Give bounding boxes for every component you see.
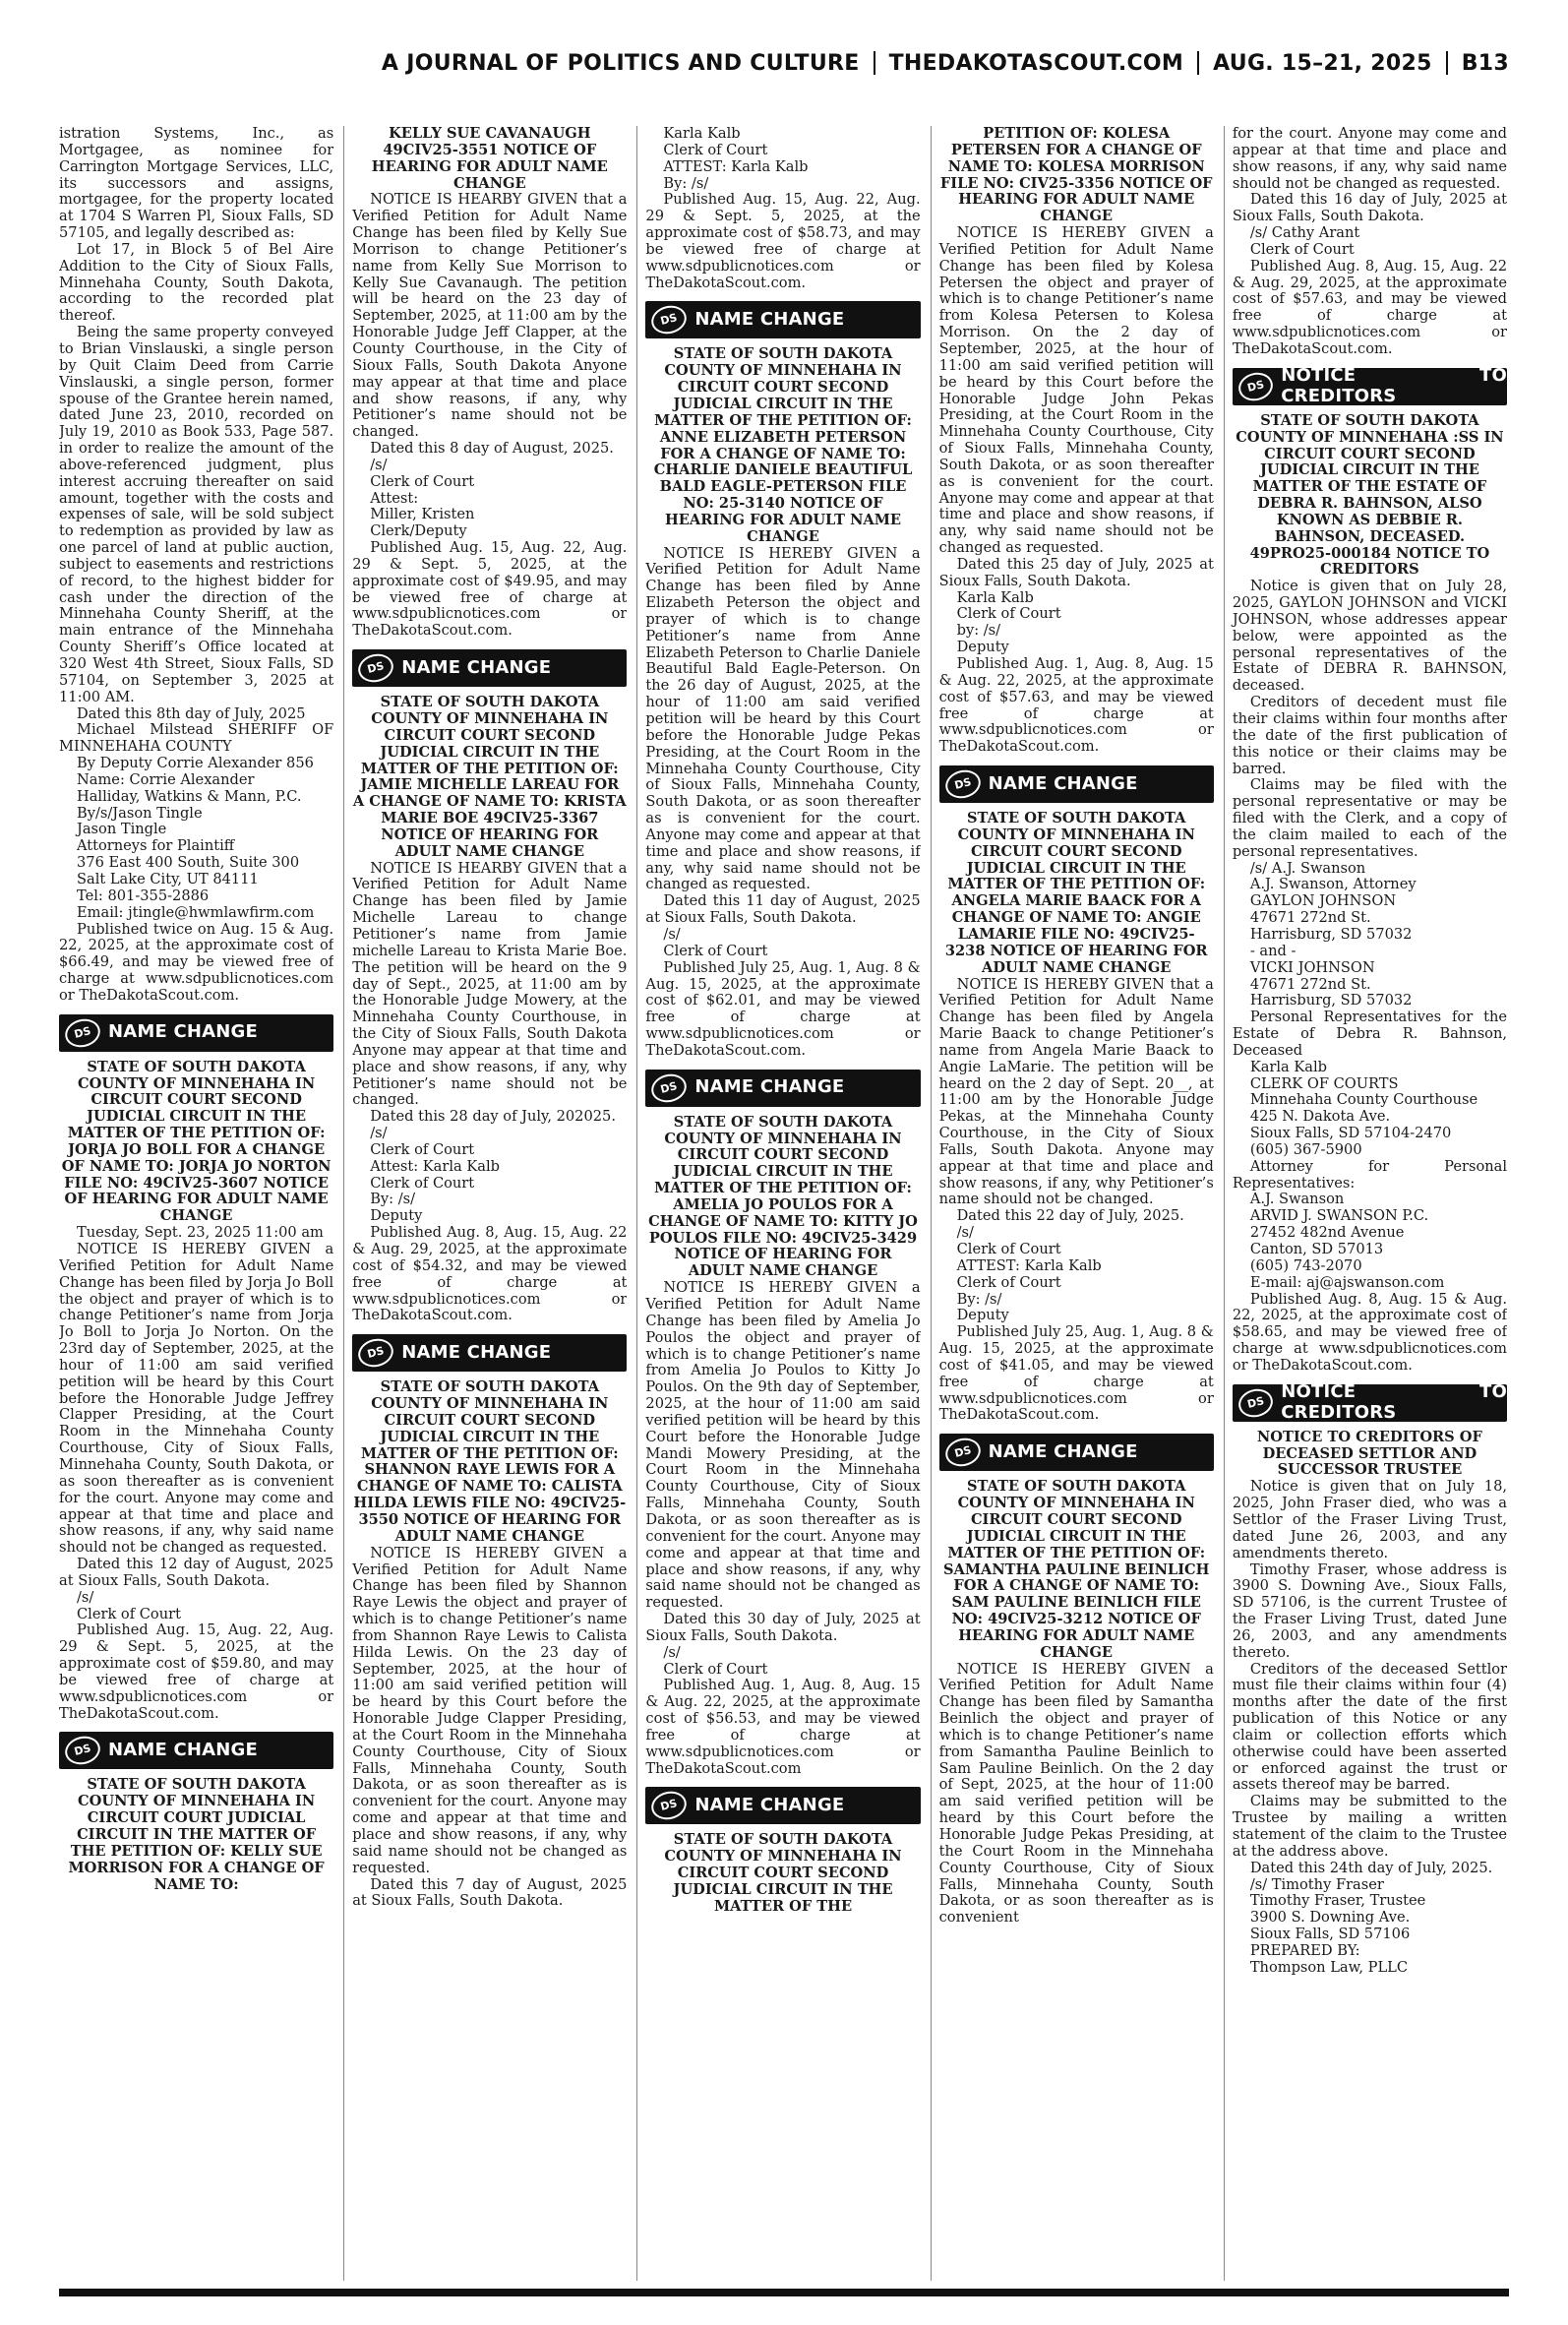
dakota-scout-logo-icon: DS: [942, 766, 984, 802]
notice-text: NOTICE IS HEREBY GIVEN a Verified Petition for Adult Name Change has been filed by Kolesa Petersen the object and prayer of which is to change Petitioner’s name from Kolesa Petersen to Kolesa Morrison. On the 2 day of September, 2025, at the hour of 11:00 am said verified petition will be heard by this Court before the Honorable Judge John Pekas Presiding, at the Court Room in the Minnehaha County Courthouse, City of Sioux Falls, Minnehaha County, South Dakota, or as soon thereafter as is convenient for the court. Anyone may come and appear at that time and place and show reasons, if any, why said name should not be changed as requested.: [938, 224, 1214, 557]
notice-heading: STATE OF SOUTH DAKOTA COUNTY OF MINNEHAHA IN CIRCUIT COURT SECOND JUDICIAL CIRCUIT IN THE MATTER OF THE PETITION OF: JAMIE MICHELLE LAREAU FOR A CHANGE OF NAME TO: KRISTA MARIE BOE 49CIV25-3367 NOTICE OF HEARING FOR ADULT NAME CHANGE: [352, 694, 627, 860]
notice-heading: STATE OF SOUTH DAKOTA COUNTY OF MINNEHAHA :SS IN CIRCUIT COURT SECOND JUDICIAL CIRCUIT IN THE MATTER OF THE ESTATE OF DEBRA R. BAHNSON, ALSO KNOWN AS DEBBIE R. BAHNSON, DECEASED. 49PRO25-000184 NOTICE TO CREDITORS: [1236, 411, 1504, 579]
notice-heading: STATE OF SOUTH DAKOTA COUNTY OF MINNEHAHA IN CIRCUIT COURT SECOND JUDICIAL CIRCUIT IN THE MATTER OF THE PETITION OF: ANGELA MARIE BAACK FOR A CHANGE OF NAME TO: ANGIE LAMARIE FILE NO: 49CIV25-3238 NOTICE OF HEARING FOR ADULT NAME CHANGE: [944, 810, 1208, 976]
legal-notices-columns: [59, 126, 1507, 2281]
notice-text: Published twice on Aug. 15 & Aug. 22, 2025, at the approximate cost of $66.49, and may be viewed free of charge at www.sdpublicnotices.com or TheDakotaScout.com.: [59, 920, 334, 1004]
notice-text: Published Aug. 8, Aug. 15 & Aug. 22, 2025, at the approximate cost of $58.65, and may be viewed free of charge at www.sdpublicnotices.com or TheDakotaScout.com.: [1232, 1290, 1508, 1374]
page-header: [59, 43, 1509, 83]
notice-text: E-mail: aj@ajswanson.com: [1249, 1273, 1445, 1291]
notice-text: Published Aug. 8, Aug. 15, Aug. 22 & Aug. 29, 2025, at the approximate cost of $57.63, and may be viewed free of charge at www.sdpublicnotices.com or TheDakotaScout.com.: [1232, 257, 1508, 357]
notice-text: Clerk of Court: [663, 141, 768, 158]
notice-heading: NOTICE TO CREDITORS OF DECEASED SETTLOR AND SUCCESSOR TRUSTEE: [1256, 1428, 1482, 1479]
notice-text: Deputy: [956, 1307, 1009, 1324]
notice-text: A.J. Swanson: [1249, 1191, 1345, 1208]
column-1: [59, 126, 333, 2281]
notice-text: /s/ Timothy Fraser: [1249, 1875, 1384, 1893]
notice-text: Michael Milstead SHERIFF OF MINNEHAHA COUNTY: [59, 721, 334, 756]
section-banner-label: NAME CHANGE: [694, 1795, 845, 1816]
notice-text: NOTICE IS HEREBY GIVEN that a Verified Petition for Adult Name Change has been filed by Angela Marie Baack to change Petitioner’s name from Angela Marie Baack to Angie LaMarie. The petition will be heard on the 2 day of Sept. 20__, at 11:00 am by the Honorable Judge Pekas, at the Minnehaha County Courthouse, in the City of Sioux Falls, South Dakota. Anyone may appear at that time and place and show reasons, if any, why Petitioner’s name should not be changed.: [938, 975, 1214, 1208]
section-banner-notice-to-creditors: [1233, 1380, 1508, 1423]
notice-text: ATTEST: Karla Kalb: [956, 1256, 1102, 1274]
notice-text: Dated this 25 day of July, 2025 at Sioux Falls, South Dakota.: [938, 555, 1214, 589]
notice-text: By: /s/: [956, 1290, 1002, 1308]
notice-text: Canton, SD 57013: [1249, 1241, 1384, 1257]
dakota-scout-logo-icon: DS: [649, 1071, 691, 1106]
notice-text: Timothy Fraser, Trustee: [1249, 1892, 1426, 1910]
notice-text: Dated this 28 day of July, 202025.: [370, 1108, 616, 1126]
site-name: THEDAKOTASCOUT.COM: [888, 50, 1184, 76]
notice-text: Dated this 7 day of August, 2025 at Sioux Falls, South Dakota.: [352, 1875, 628, 1910]
notice-text: /s/: [663, 1643, 681, 1661]
notice-text: Karla Kalb: [956, 588, 1034, 606]
section-banner-label: NAME CHANGE: [694, 1076, 845, 1098]
notice-text: Clerk of Court: [77, 1605, 181, 1622]
notice-text: Dated this 16 day of July, 2025 at Sioux Falls, South Dakota.: [1232, 191, 1508, 225]
notice-text: ATTEST: Karla Kalb: [663, 157, 809, 175]
notice-text: Deputy: [956, 639, 1009, 656]
notice-text: Minnehaha County Courthouse: [1249, 1091, 1478, 1109]
notice-text: /s/ A.J. Swanson: [1249, 859, 1366, 877]
dakota-scout-logo-icon: DS: [649, 302, 691, 337]
dakota-scout-logo-icon: DS: [62, 1015, 103, 1051]
dakota-scout-logo-icon: DS: [942, 1435, 984, 1470]
notice-heading: STATE OF SOUTH DAKOTA COUNTY OF MINNEHAHA IN CIRCUIT COURT SECOND JUDICIAL CIRCUIT IN THE MATTER OF THE PETITION OF: ANNE ELIZABETH PETERSON FOR A CHANGE OF NAME TO: CHARLIE DANIELE BEAUTIFUL BALD EAGLE-PETERSON FILE NO: 25-3140 NOTICE OF HEARING FOR ADULT NAME CHANGE: [653, 345, 913, 545]
notice-text: /s/: [77, 1588, 94, 1606]
notice-heading: STATE OF SOUTH DAKOTA COUNTY OF MINNEHAHA IN CIRCUIT COURT SECOND JUDICIAL CIRCUIT IN THE MATTER OF THE PETITION OF: JORJA JO BOLL FOR A CHANGE OF NAME TO: JORJA JO NORTON FILE NO: 49CIV25-3607 NOTICE OF HEARING FOR ADULT NAME CHANGE: [61, 1058, 332, 1225]
notice-text: NOTICE IS HEREBY GIVEN a Verified Petition for Adult Name Change has been filed by Jorja Jo Boll the object and prayer of which is to change Petitioner’s name from Jorja Jo Boll to Jorja Jo Norton. On the 23rd day of September, 2025, at the hour of 11:00 am said verified petition will be heard by this Court before the Honorable Judge Jeffrey Clapper Presiding, at the Court Room in the Minnehaha County Courthouse, City of Sioux Falls, Minnehaha County, South Dakota, or as soon thereafter as is convenient for the court. Anyone may come and appear at that time and place and show reasons, if any, why said name should not be changed as requested.: [59, 1241, 334, 1557]
notice-text: Being the same property conveyed to Brian Vinslauski, a single person by Quit Claim Deed from Carrie Vinslauski, a single person, former spouse of the Grantee herein named, dated June 23, 2010, recorded on July 19, 2010 as Book 533, Page 587. in order to realize the amount of the above-referenced judgment, plus interest accruing thereafter on said amount, together with the costs and expenses of sale, will be sold subject to redemption as provided by law as one parcel of land at public auction, subject to easements and restrictions of record, to the highest bidder for cash under the direction of the Minnehaha County Sheriff, at the main entrance of the Minnehaha County Sheriff’s Office located at 320 West 4th Street, Sioux Falls, SD 57104, on September 3, 2025 at 11:00 AM.: [59, 324, 334, 705]
notice-text: Clerk of Court: [956, 605, 1061, 623]
notice-text: Clerk/Deputy: [370, 522, 467, 540]
notice-text: 47671 272nd St.: [1249, 909, 1371, 927]
dakota-scout-logo-icon: DS: [649, 1789, 691, 1824]
notice-text: PREPARED BY:: [1249, 1941, 1360, 1959]
notice-text: Karla Kalb: [663, 126, 741, 142]
section-banner-label: NOTICE TO CREDITORS: [1281, 1380, 1508, 1423]
notice-text: - and -: [1249, 942, 1297, 959]
section-banner-label: NOTICE TO CREDITORS: [1281, 365, 1508, 406]
notice-text: /s/: [663, 925, 681, 943]
dakota-scout-logo-icon: DS: [355, 1335, 396, 1371]
dakota-scout-logo-icon: DS: [1236, 1385, 1276, 1421]
notice-text: Clerk of Court: [956, 1241, 1061, 1257]
section-banner-name-change: [939, 765, 1214, 803]
notice-text: (605) 367-5900: [1249, 1140, 1362, 1158]
notice-text: Claims may be submitted to the Trustee by mailing a written statement of the claim to the Trustee at the address above.: [1232, 1793, 1508, 1860]
notice-text: Clerk of Court: [663, 942, 768, 959]
notice-text: NOTICE IS HEREBY GIVEN a Verified Petition for Adult Name Change has been filed by Amelia Jo Poulos the object and prayer of which is to change Petitioner’s name from Amelia Jo Poulos to Kitty Jo Poulos. On the 9th day of September, 2025, at the hour of 11:00 am said verified petition will be heard by this Court before the Honorable Judge Mandi Mowery Presiding, at the Court Room in the Minnehaha County Courthouse, City of Sioux Falls, Minnehaha County, South Dakota, or as soon thereafter as is convenient for the court. Anyone may come and appear at that time and place and show reasons, if any, why said name should not be changed as requested.: [645, 1279, 921, 1612]
notice-text: Deputy: [370, 1207, 423, 1225]
notice-text: NOTICE IS HEREBY GIVEN a Verified Petition for Adult Name Change has been filed by Shannon Raye Lewis the object and prayer of which is to change Petitioner’s name from Shannon Raye Lewis to Calista Hilda Lewis. On the 23 day of September, 2025, at the hour of 11:00 am said verified petition will be heard by this Court before the Honorable Judge Clapper Presiding, at the Court Room in the Minnehaha County Courthouse, City of Sioux Falls, Minnehaha County, South Dakota, or as soon thereafter as is convenient for the court. Anyone may come and appear at that time and place and show reasons, if any, why said name should not be changed as requested.: [352, 1544, 628, 1876]
notice-text: 47671 272nd St.: [1249, 975, 1371, 993]
section-banner-name-change: [352, 649, 627, 687]
section-banner-name-change: [59, 1732, 333, 1769]
notice-text: (605) 743-2070: [1249, 1256, 1362, 1274]
notice-heading: STATE OF SOUTH DAKOTA COUNTY OF MINNEHAHA IN CIRCUIT COURT SECOND JUDICIAL CIRCUIT IN THE MATTER OF THE PETITION OF: SHANNON RAYE LEWIS FOR A CHANGE OF NAME TO: CALISTA HILDA LEWIS FILE NO: 49CIV25-3550 NOTICE OF HEARING FOR ADULT NAME CHANGE: [353, 1378, 627, 1545]
section-banner-label: NAME CHANGE: [401, 656, 552, 678]
notice-text: for the court. Anyone may come and appear at that time and place and show reasons, if any, why said name should not be changed as requested.: [1232, 126, 1508, 192]
notice-text: By Deputy Corrie Alexander 856: [77, 755, 314, 772]
header-divider: [874, 51, 875, 75]
notice-text: Email: jtingle@hwmlawfirm.com: [77, 903, 315, 921]
notice-text: Dated this 11 day of August, 2025 at Sioux Falls, South Dakota.: [645, 892, 921, 927]
notice-text: NOTICE IS HEARBY GIVEN that a Verified Petition for Adult Name Change has been filed by Jamie Michelle Lareau to change Petitioner’s name from Jamie michelle Lareau to Krista Marie Boe. The petition will be heard on the 9 day of Sept., 2025, at 11:00 am by the Honorable Judge Mowery, at the Minnehaha County Courthouse, in the City of Sioux Falls, South Dakota Anyone may appear at that time and place and show reasons, if any, why Petitioner’s name should not be changed.: [352, 859, 628, 1109]
notice-text: Dated this 30 day of July, 2025 at Sioux Falls, South Dakota.: [645, 1611, 921, 1644]
notice-text: by: /s/: [956, 622, 1001, 640]
notice-text: A.J. Swanson, Attorney: [1249, 876, 1417, 893]
notice-text: By: /s/: [370, 1191, 416, 1208]
notice-text: Clerk of Court: [1249, 240, 1355, 258]
section-banner-label: NAME CHANGE: [108, 1740, 259, 1761]
notice-text: Lot 17, in Block 5 of Bel Aire Addition to the City of Sioux Falls, Minnehaha County, South Dakota, according to the recorded plat thereof.: [59, 240, 334, 325]
section-banner-label: NAME CHANGE: [108, 1021, 259, 1043]
notice-text: Attorney for Personal Representatives:: [1232, 1157, 1508, 1192]
notice-heading: KELLY SUE CAVANAUGH 49CIV25-3551 NOTICE OF HEARING FOR ADULT NAME CHANGE: [371, 126, 608, 192]
notice-text: Clerk of Court: [370, 472, 475, 490]
notice-text: Karla Kalb: [1249, 1058, 1328, 1075]
notice-text: Published Aug. 1, Aug. 8, Aug. 15 & Aug. 22, 2025, at the approximate cost of $56.53, and may be viewed free of charge at www.sdpublicnotices.com or TheDakotaScout.com: [645, 1677, 921, 1777]
dakota-scout-logo-icon: DS: [355, 650, 396, 686]
section-banner-label: NAME CHANGE: [401, 1341, 552, 1363]
notice-text: Dated this 24th day of July, 2025.: [1249, 1859, 1493, 1876]
notice-text: Tel: 801-355-2886: [77, 887, 210, 904]
notice-text: Published Aug. 1, Aug. 8, Aug. 15 & Aug. 22, 2025, at the approximate cost of $57.63, and may be viewed free of charge at www.sdpublicnotices.com or TheDakotaScout.com.: [938, 655, 1214, 756]
notice-text: Harrisburg, SD 57032: [1249, 925, 1413, 943]
section-banner-name-change: [645, 1070, 920, 1107]
notice-text: Name: Corrie Alexander: [77, 770, 255, 788]
notice-text: Halliday, Watkins & Mann, P.C.: [77, 787, 302, 805]
notice-text: Published Aug. 8, Aug. 15, Aug. 22 & Aug. 29, 2025, at the approximate cost of $54.32, and may be viewed free of charge at www.sdpublicnotices.com or TheDakotaScout.com.: [352, 1224, 628, 1324]
notice-text: Attest:: [370, 489, 419, 507]
notice-heading: STATE OF SOUTH DAKOTA COUNTY OF MINNEHAHA IN CIRCUIT COURT SECOND JUDICIAL CIRCUIT IN THE MATTER OF THE PETITION OF: AMELIA JO POULOS FOR A CHANGE OF NAME TO: KITTY JO POULOS FILE NO: 49CIV25-3429 NOTICE OF HEARING FOR ADULT NAME CHANGE: [648, 1113, 918, 1280]
notice-text: Sioux Falls, SD 57106: [1249, 1926, 1411, 1943]
dakota-scout-logo-icon: DS: [1236, 369, 1276, 404]
notice-heading: PETITION OF: KOLESA PETERSEN FOR A CHANGE OF NAME TO: KOLESA MORRISON FILE NO: CIV25-3356 NOTICE OF HEARING FOR ADULT NAME CHANGE: [939, 126, 1213, 225]
dakota-scout-logo-icon: DS: [62, 1734, 103, 1769]
journal-tagline: A JOURNAL OF POLITICS AND CULTURE: [381, 50, 860, 76]
notice-text: Dated this 8th day of July, 2025: [77, 704, 306, 722]
notice-text: Published Aug. 15, Aug. 22, Aug. 29 & Sept. 5, 2025, at the approximate cost of $59.80, and may be viewed free of charge at www.sdpublicnotices.com or TheDakotaScout.com.: [59, 1621, 334, 1722]
notice-text: Thompson Law, PLLC: [1249, 1958, 1409, 1976]
section-banner-label: NAME CHANGE: [694, 309, 845, 331]
section-banner-notice-to-creditors: [1233, 365, 1508, 406]
notice-text: CLERK OF COURTS: [1249, 1074, 1399, 1092]
notice-text: Personal Representatives for the Estate of Debra R. Bahnson, Deceased: [1232, 1009, 1508, 1059]
notice-text: Clerk of Court: [370, 1140, 475, 1158]
header-divider: [1197, 51, 1199, 75]
notice-text: Dated this 12 day of August, 2025 at Sioux Falls, South Dakota.: [59, 1556, 334, 1589]
notice-text: Notice is given that on July 28, 2025, GAYLON JOHNSON and VICKI JOHNSON, whose addresses appear below, were appointed as the personal representatives of the Estate of DEBRA R. BAHNSON, deceased.: [1232, 578, 1508, 695]
notice-text: NOTICE IS HEREBY GIVEN a Verified Petition for Adult Name Change has been filed by Anne Elizabeth Peterson the object and prayer of which is to change Petitioner’s name from Anne Elizabeth Peterson to Charlie Daniele Beautiful Bald Eagle-Peterson. On the 26 day of August, 2025, at the hour of 11:00 am said verified petition will be heard by this Court before the Honorable Judge Pekas Presiding, at the Court Room in the Minnehaha County Courthouse, City of Sioux Falls, Minnehaha County, South Dakota, or as soon thereafter as is convenient for the court. Anyone may come and appear at that time and place and show reasons, if any, why said name should not be changed as requested.: [645, 544, 921, 893]
notice-text: Jason Tingle: [77, 821, 167, 838]
notice-text: By/s/Jason Tingle: [77, 804, 203, 822]
column-4: [931, 126, 1214, 2281]
notice-text: Published July 25, Aug. 1, Aug. 8 & Aug. 15, 2025, at the approximate cost of $62.01, and may be viewed free of charge at www.sdpublicnotices.com or TheDakotaScout.com.: [645, 958, 921, 1059]
notice-text: Dated this 22 day of July, 2025.: [956, 1207, 1184, 1225]
notice-text: /s/: [370, 456, 388, 473]
notice-text: NOTICE IS HEREBY GIVEN a Verified Petition for Adult Name Change has been filed by Samantha Beinlich the object and prayer of which is to change Petitioner’s name from Samantha Pauline Beinlich to Sam Pauline Beinlich. On the 2 day of Sept, 2025, at the hour of 11:00 am said verified petition will be heard by this Court before the Honorable Judge Pekas Presiding, at the Court Room in the Minnehaha County Courthouse, City of Sioux Falls, Minnehaha County, South Dakota, or as soon thereafter as is convenient: [938, 1660, 1214, 1927]
notice-text: /s/: [370, 1125, 388, 1142]
notice-text: 425 N. Dakota Ave.: [1249, 1108, 1391, 1126]
section-banner-name-change: [59, 1014, 333, 1052]
notice-text: Dated this 8 day of August, 2025.: [370, 440, 614, 458]
notice-text: GAYLON JOHNSON: [1249, 892, 1397, 910]
notice-text: Published Aug. 15, Aug. 22, Aug. 29 & Sept. 5, 2025, at the approximate cost of $49.95, and may be viewed free of charge at www.sdpublicnotices.com or TheDakotaScout.com.: [352, 539, 628, 640]
notice-text: Creditors of the deceased Settlor must file their claims within four (4) months after the date of the first publication of this Notice or any claim or collection efforts which otherwise could have been asserted or enforced against the trust or assets thereof may be barred.: [1232, 1660, 1508, 1794]
section-banner-label: NAME CHANGE: [988, 1440, 1138, 1462]
column-5: [1224, 126, 1507, 2281]
notice-text: Published Aug. 15, Aug. 22, Aug. 29 & Sept. 5, 2025, at the approximate cost of $58.73, and may be viewed free of charge at www.sdpublicnotices.com or TheDakotaScout.com.: [645, 191, 921, 291]
notice-text: Creditors of decedent must file their claims within four months after the date of the first publication of this notice or their claims may be barred.: [1232, 694, 1508, 777]
notice-text: Timothy Fraser, whose address is 3900 S. Downing Ave., Sioux Falls, SD 57106, is the current Trustee of the Fraser Living Trust, dated June 26, 2003, and any amendments thereto.: [1232, 1560, 1508, 1661]
notice-text: Attest: Karla Kalb: [370, 1157, 500, 1175]
notice-text: Clerk of Court: [663, 1660, 768, 1678]
notice-text: 27452 482nd Avenue: [1249, 1224, 1405, 1242]
notice-text: By: /s/: [663, 174, 709, 192]
notice-text: Miller, Kristen: [370, 506, 475, 523]
notice-text: ARVID J. SWANSON P.C.: [1249, 1207, 1429, 1225]
notice-text: Clerk of Court: [956, 1273, 1061, 1291]
notice-text: Attorneys for Plaintiff: [77, 837, 235, 855]
section-banner-label: NAME CHANGE: [988, 772, 1138, 794]
issue-date: AUG. 15–21, 2025: [1213, 50, 1432, 76]
section-banner-name-change: [645, 1787, 920, 1824]
section-banner-name-change: [645, 301, 920, 338]
notice-text: Tuesday, Sept. 23, 2025 11:00 am: [77, 1224, 324, 1242]
notice-text: 376 East 400 South, Suite 300: [77, 854, 300, 872]
notice-text: /s/ Cathy Arant: [1249, 224, 1360, 242]
column-2: [343, 126, 627, 2281]
notice-text: Notice is given that on July 18, 2025, John Fraser died, who was a Settlor of the Fraser Living Trust, dated June 26, 2003, and any amendments thereto.: [1232, 1478, 1508, 1561]
header-divider: [1446, 51, 1448, 75]
notice-text: NOTICE IS HEARBY GIVEN that a Verified Petition for Adult Name Change has been filed by Kelly Sue Morrison to change Petitioner’s name from Kelly Sue Morrison to Kelly Sue Cavanaugh. The petition will be heard on the 23 day of September, 2025, at 11:00 am by the Honorable Judge Jeff Clapper, at the County Courthouse, in the City of Sioux Falls, South Dakota Anyone may appear at that time and place and show reasons, if any, why Petitioner’s name should not be changed.: [352, 191, 628, 441]
column-3: [636, 126, 920, 2281]
notice-text: 3900 S. Downing Ave.: [1249, 1909, 1411, 1927]
notice-text: istration Systems, Inc., as Mortgagee, as nominee for Carrington Mortgage Services, LLC, its successors and assigns, mortgagee, for the property located at 1704 S Warren Pl, Sioux Falls, SD 57105, and legally described as:: [59, 126, 334, 242]
page-number: B13: [1461, 50, 1509, 76]
notice-heading: STATE OF SOUTH DAKOTA COUNTY OF MINNEHAHA IN CIRCUIT COURT SECOND JUDICIAL CIRCUIT IN THE MATTER OF THE: [664, 1831, 902, 1915]
footer-rule: [59, 2289, 1509, 2296]
notice-text: Sioux Falls, SD 57104-2470: [1249, 1125, 1452, 1142]
notice-text: VICKI JOHNSON: [1249, 958, 1375, 976]
notice-text: Clerk of Court: [370, 1174, 475, 1192]
section-banner-name-change: [352, 1334, 627, 1372]
notice-text: Harrisburg, SD 57032: [1249, 992, 1413, 1010]
notice-text: /s/: [956, 1224, 974, 1242]
notice-text: Salt Lake City, UT 84111: [77, 870, 259, 887]
notice-text: Published July 25, Aug. 1, Aug. 8 & Aug. 15, 2025, at the approximate cost of $41.05, and may be viewed free of charge at www.sdpublicnotices.com or TheDakotaScout.com.: [938, 1323, 1214, 1424]
notice-heading: STATE OF SOUTH DAKOTA COUNTY OF MINNEHAHA IN CIRCUIT COURT SECOND JUDICIAL CIRCUIT IN THE MATTER OF THE PETITION OF: SAMANTHA PAULINE BEINLICH FOR A CHANGE OF NAME TO: SAM PAULINE BEINLICH FILE NO: 49CIV25-3212 NOTICE OF HEARING FOR ADULT NAME CHANGE: [942, 1478, 1210, 1661]
notice-text: Claims may be filed with the personal representative or may be filed with the Clerk, and a copy of the claim mailed to each of the personal representatives.: [1232, 776, 1508, 860]
section-banner-name-change: [939, 1434, 1214, 1471]
notice-heading: STATE OF SOUTH DAKOTA COUNTY OF MINNEHAHA IN CIRCUIT COURT JUDICIAL CIRCUIT IN THE MATTER OF THE PETITION OF: KELLY SUE MORRISON FOR A CHANGE OF NAME TO:: [68, 1776, 325, 1893]
